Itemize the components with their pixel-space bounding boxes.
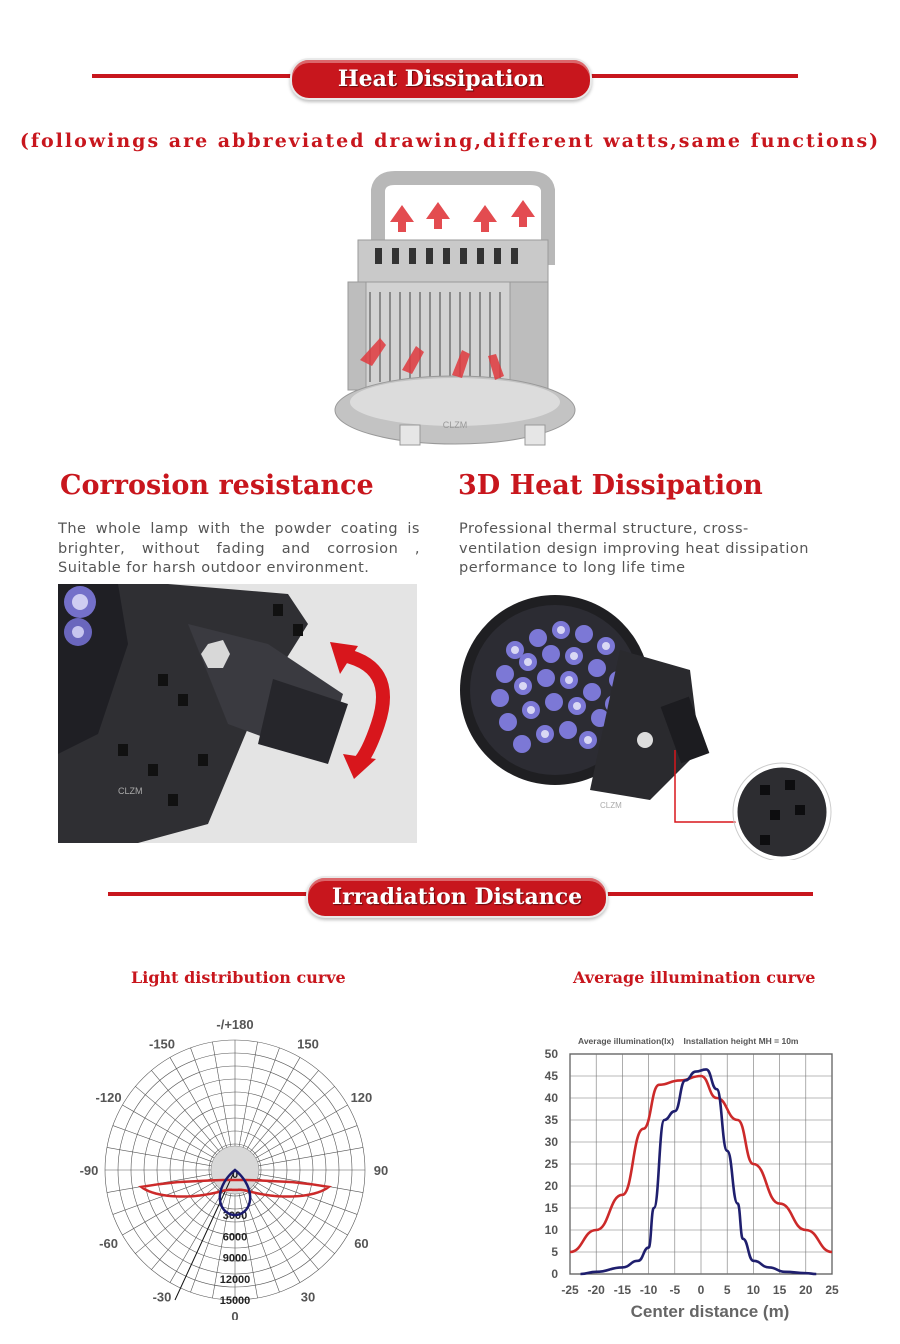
- polar-spoke: [243, 1048, 279, 1148]
- polar-angle-label: -60: [99, 1236, 118, 1251]
- polar-spoke: [259, 1147, 363, 1165]
- illumination-y-tick: 35: [544, 1113, 558, 1127]
- polar-spoke: [191, 1048, 227, 1148]
- illumination-x-ticks: [561, 1283, 839, 1297]
- illumination-y-tick: 50: [544, 1047, 558, 1061]
- illumination-x-tick: 25: [825, 1283, 839, 1297]
- illumination-grid: [570, 1054, 832, 1274]
- polar-angle-label: 60: [354, 1236, 369, 1251]
- illumination-x-tick: 15: [772, 1283, 787, 1297]
- brand-mark-text: CLZM: [600, 801, 622, 810]
- illumination-y-tick: 0: [551, 1267, 558, 1281]
- subtitle-note: (followings are abbreviated drawing,different watts,same functions): [19, 130, 881, 152]
- brand-mark-text: CLZM: [442, 420, 468, 430]
- illumination-y-tick: 40: [544, 1091, 558, 1105]
- illumination-x-tick: 20: [799, 1283, 813, 1297]
- polar-spoke: [107, 1147, 211, 1165]
- polar-radial-label: 9000: [222, 1252, 248, 1265]
- average-illumination-chart: [530, 1030, 850, 1325]
- brand-mark-text: CLZM: [118, 786, 143, 796]
- illumination-y-ticks: [545, 1047, 559, 1281]
- illumination-y-tick: 20: [544, 1179, 558, 1193]
- illumination-y-tick: 15: [544, 1201, 558, 1215]
- banner-heat-dissipation: Heat Dissipation: [290, 58, 592, 100]
- polar-radial-label: 6000: [222, 1231, 248, 1244]
- polar-angle-label: -120: [95, 1090, 122, 1105]
- polar-spoke: [258, 1126, 358, 1162]
- polar-chart-title: Light distribution curve: [131, 968, 346, 987]
- banner-line-irradiation-right: [595, 892, 813, 896]
- light-distribution-polar-chart: [60, 1010, 420, 1320]
- banner-line-heat-left: [92, 74, 302, 78]
- illumination-y-tick: 10: [544, 1223, 558, 1237]
- polar-spoke: [212, 1042, 230, 1146]
- polar-radial-label: 15000: [219, 1295, 251, 1307]
- polar-angle-label: -90: [79, 1163, 99, 1178]
- polar-radial-label: 12000: [219, 1273, 251, 1286]
- corrosion-title: Corrosion resistance: [60, 470, 374, 501]
- polar-angle-label: -150: [148, 1036, 176, 1052]
- illumination-x-tick: 0: [697, 1283, 705, 1297]
- polar-radial-label: 0: [231, 1169, 239, 1181]
- banner-line-irradiation-left: [108, 892, 318, 896]
- banner-irradiation-distance: Irradiation Distance: [306, 876, 608, 918]
- polar-spoke: [239, 1042, 257, 1146]
- polar-radial-label: 3000: [222, 1210, 248, 1223]
- illumination-x-tick: -5: [669, 1283, 681, 1297]
- polar-angle-label: 30: [300, 1289, 316, 1305]
- banner-line-heat-right: [580, 74, 798, 78]
- polar-angle-label: 150: [297, 1036, 319, 1052]
- illumination-y-tick: 5: [551, 1245, 558, 1259]
- polar-spoke: [113, 1126, 213, 1162]
- illumination-y-tick: 25: [544, 1157, 558, 1171]
- polar-angle-label: 90: [373, 1163, 389, 1178]
- illumination-y-tick: 45: [544, 1069, 558, 1083]
- heat3d-title: 3D Heat Dissipation: [458, 470, 763, 501]
- polar-angle-label: 0: [231, 1309, 239, 1320]
- corrosion-lamp-closeup-image: [58, 584, 417, 843]
- illumination-x-tick: 5: [723, 1283, 731, 1297]
- illumination-chart-title: Average illumination curve: [573, 968, 816, 987]
- polar-angle-label: 120: [350, 1090, 373, 1105]
- illumination-y-tick: 30: [544, 1135, 558, 1149]
- corrosion-text: The whole lamp with the powder coating is brighter, without fading and corrosion , Suitable for harsh outdoor environment.: [58, 521, 420, 576]
- heat3d-text: Professional thermal structure, cross-ventilation design improving heat dissipation performance to long life time: [459, 521, 809, 576]
- illumination-x-tick: -15: [613, 1283, 632, 1297]
- illumination-x-tick: 10: [746, 1283, 761, 1297]
- illumination-x-tick: -10: [639, 1283, 658, 1297]
- polar-angle-label: -30: [152, 1289, 172, 1305]
- illumination-x-axis-label: Center distance (m): [630, 1302, 790, 1321]
- heat-dissipation-lamp-illustration: [320, 170, 590, 460]
- illumination-x-tick: -20: [587, 1283, 605, 1297]
- illumination-x-tick: -25: [561, 1283, 579, 1297]
- polar-angle-label: -/+180: [216, 1017, 254, 1032]
- illumination-chart-subtitle: Average illumination(lx) Installation height MH = 10m: [578, 1036, 799, 1046]
- heat3d-lamp-image: [460, 590, 840, 860]
